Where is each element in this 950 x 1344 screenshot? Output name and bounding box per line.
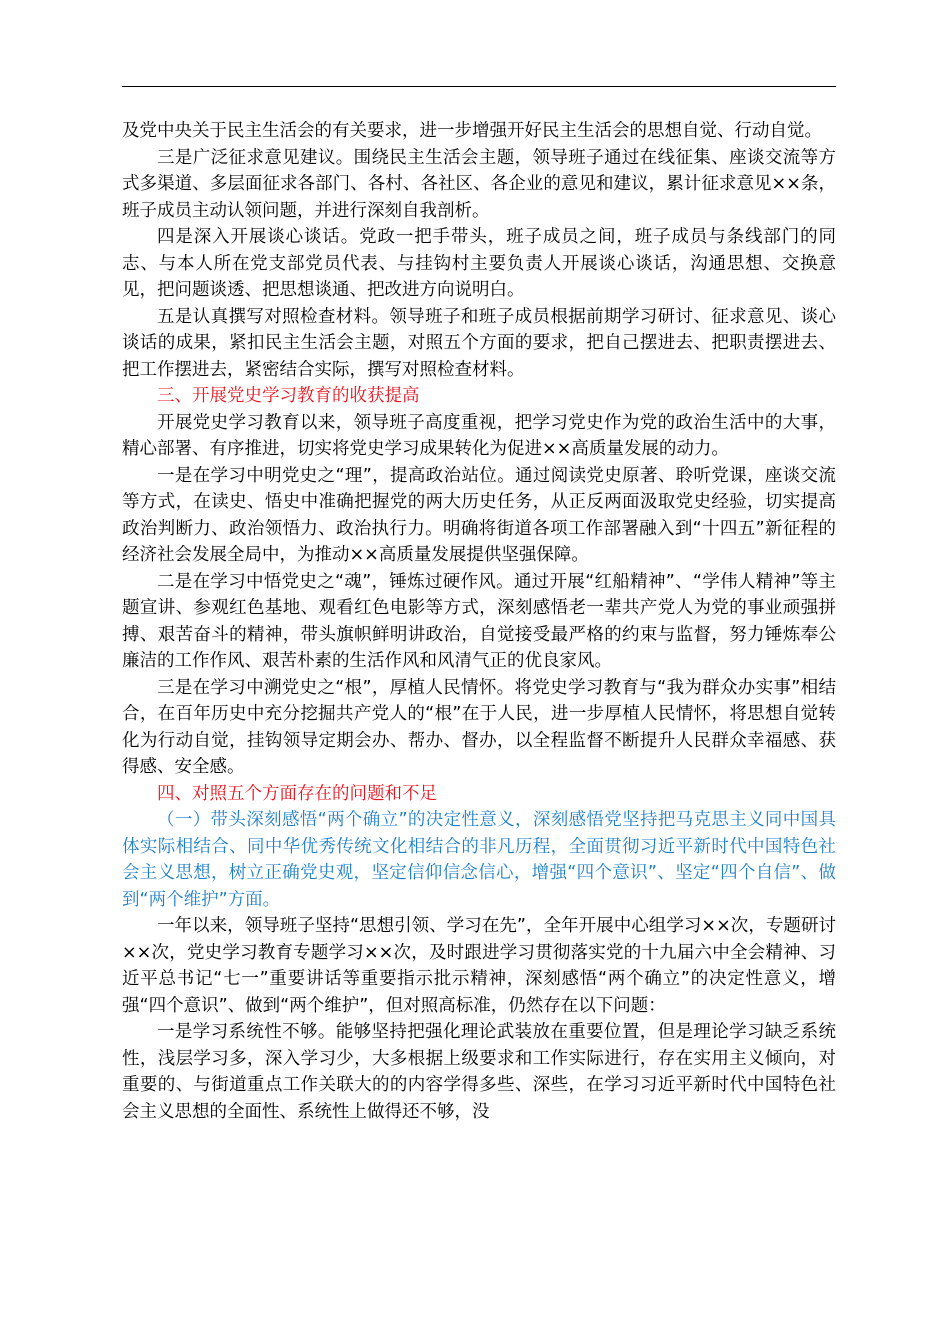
paragraph-section-3-item-2: 二是在学习中悟党史之“魂”，锤炼过硬作风。通过开展“红船精神”、“学伟人精神”等主题宣讲、参观红色基地、观看红色电影等方式，深刻感悟老一辈共产党人为党的事业顽强拼搏、艰苦奋斗的精神，带头旗帜鲜明讲政治，自觉接受最严格的约束与监督，努力锤炼奉公廉洁的工作作风、艰苦朴素的生活作风和风清气正的优良家风。 [122,571,836,671]
subsection-heading-1: （一）带头深刻感悟“两个确立”的决定性意义，深刻感悟党坚持把马克思主义同中国具体实际相结合、同中华优秀传统文化相结合的非凡历程，全面贯彻习近平新时代中国特色社会主义思想，树立正确党史观，坚定信仰信念信心，增强“四个意识”、坚定“四个自信”、做到“两个维护”方面。 [122,810,836,910]
section-heading-4: 四、对照五个方面存在的问题和不足 [157,783,437,804]
paragraph-item-4: 四是深入开展谈心谈话。党政一把手带头，班子成员之间，班子成员与条线部门的同志、与本人所在党支部党员代表、与挂钩村主要负责人开展谈心谈话，沟通思想、交换意见，把问题谈透、把思想谈通、把改进方向说明白。 [122,227,836,300]
paragraph-item-5: 五是认真撰写对照检查材料。领导班子和班子成员根据前期学习研讨、征求意见、谈心谈话的成果，紧扣民主生活会主题，对照五个方面的要求，把自己摆进去、把职责摆进去、把工作摆进去，紧密结合实际，撰写对照检查材料。 [122,306,836,380]
paragraph-section-3-item-3: 三是在学习中溯党史之“根”，厚植人民情怀。将党史学习教育与“我为群众办实事”相结合，在百年历史中充分挖掘共产党人的“根”在于人民，进一步厚植人民情怀，将思想自觉转化为行动自觉，挂钩领导定期会办、帮办、督办，以全程监督不断提升人民群众幸福感、获得感、安全感。 [122,677,836,777]
paragraph-subsection-1-intro: 一年以来，领导班子坚持“思想引领、学习在先”，全年开展中心组学习××次，专题研讨××次，党史学习教育专题学习××次，及时跟进学习贯彻落实党的十九届六中全会精神、习近平总书记“七一”重要讲话等重要指示批示精神，深刻感悟“两个确立”的决定性意义，增强“四个意识”、做到“两个维护”，但对照高标准，仍然存在以下问题： [122,916,836,1016]
paragraph-problem-1: 一是学习系统性不够。能够坚持把强化理论武装放在重要位置，但是理论学习缺乏系统性，浅层学习多，深入学习少，大多根据上级要求和工作实际进行，存在实用主义倾向，对重要的、与街道重点工作关联大的的内容学得多些、深些，在学习习近平新时代中国特色社会主义思想的全面性、系统性上做得还不够，没 [122,1022,836,1122]
header-rule [122,86,836,87]
paragraph-continuation: 及党中央关于民主生活会的有关要求，进一步增强开好民主生活会的思想自觉、行动自觉。 [122,121,822,141]
section-heading-3: 三、开展党史学习教育的收获提高 [157,386,420,406]
document-body [122,118,836,1125]
paragraph-section-3-item-1: 一是在学习中明党史之“理”，提高政治站位。通过阅读党史原著、聆听党课，座谈交流等方式，在读史、悟史中准确把握党的两大历史任务，从正反两面汲取党史经验，切实提高政治判断力、政治领悟力、政治执行力。明确将街道各项工作部署融入到“十四五”新征程的经济社会发展全局中，为推动××高质量发展提供坚强保障。 [122,465,836,565]
paragraph-section-3-intro: 开展党史学习教育以来，领导班子高度重视，把学习党史作为党的政治生活中的大事，精心部署、有序推进，切实将党史学习成果转化为促进××高质量发展的动力。 [122,412,836,459]
paragraph-item-3: 三是广泛征求意见建议。围绕民主生活会主题，领导班子通过在线征集、座谈交流等方式多渠道、多层面征求各部门、各村、各社区、各企业的意见和建议，累计征求意见××条，班子成员主动认领问题，并进行深刻自我剖析。 [122,147,836,221]
